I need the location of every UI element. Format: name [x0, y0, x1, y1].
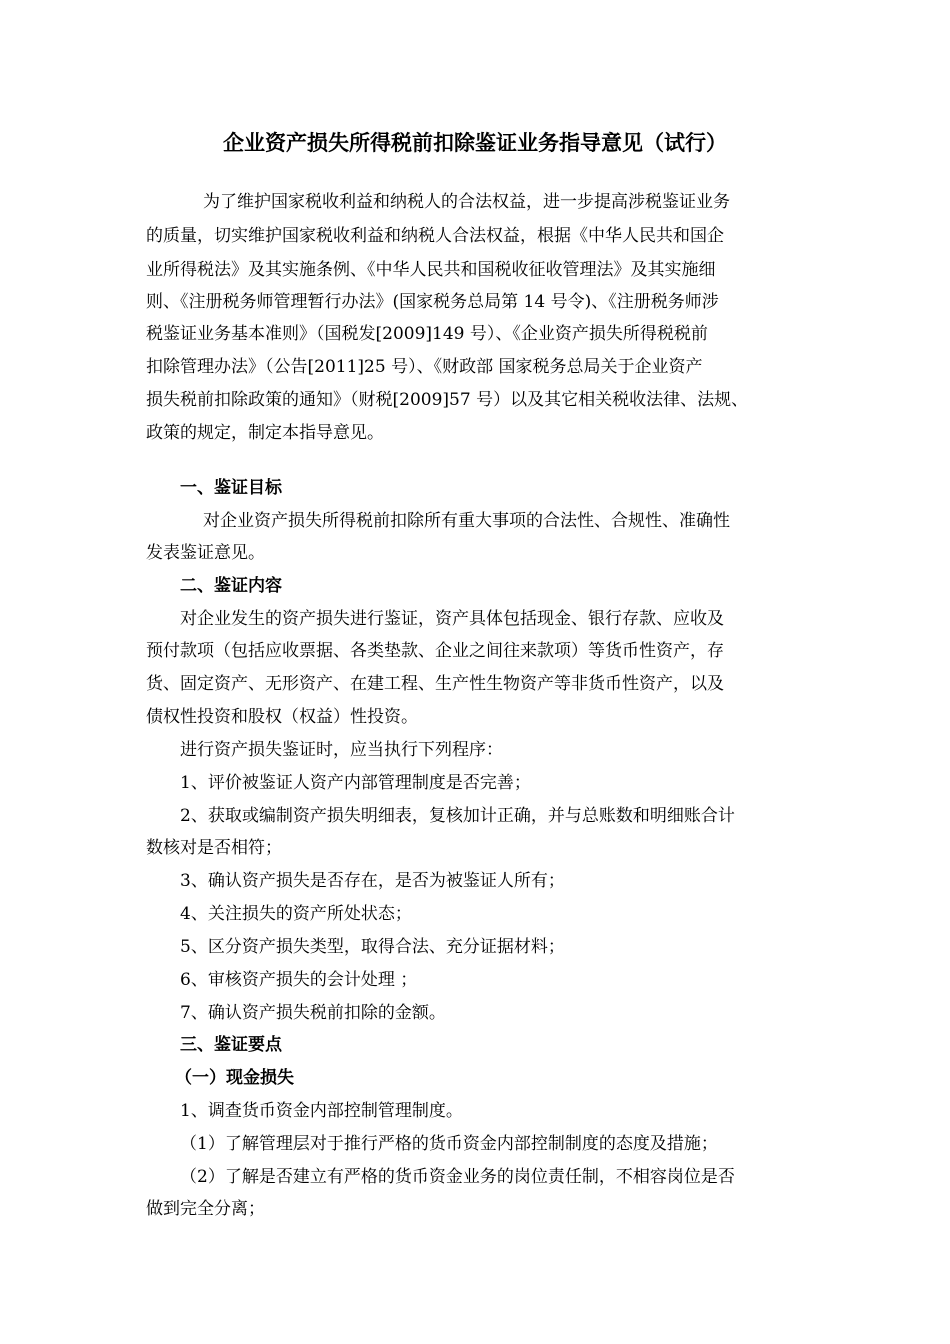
preamble-line: 的质量，切实维护国家税收利益和纳税人合法权益，根据《中华人民共和国企 — [146, 226, 724, 246]
section-heading-2: 二、鉴证内容 — [180, 576, 282, 596]
section-heading-1: 一、鉴证目标 — [180, 478, 282, 498]
subsection-line: 1、调查货币资金内部控制管理制度。 — [180, 1101, 463, 1121]
preamble-line: 为了维护国家税收利益和纳税人的合法权益，进一步提高涉税鉴证业务 — [203, 192, 730, 212]
preamble-line: 税鉴证业务基本准则》（国税发[2009]149 号）、《企业资产损失所得税税前 — [146, 324, 708, 344]
procedure-step: 6、审核资产损失的会计处理 ； — [180, 970, 418, 990]
procedure-step: 7、确认资产损失税前扣除的金额。 — [180, 1003, 446, 1023]
procedure-step: 2、获取或编制资产损失明细表，复核加计正确，并与总账数和明细账合计 — [180, 806, 735, 826]
procedure-intro: 进行资产损失鉴证时，应当执行下列程序： — [180, 740, 503, 760]
subsection-line: 做到完全分离； — [146, 1199, 265, 1219]
section2-line: 货、固定资产、无形资产、在建工程、生产性生物资产等非货币性资产，以及 — [146, 674, 724, 694]
preamble-line: 损失税前扣除政策的通知》（财税[2009]57 号）以及其它相关税收法律、法规、 — [146, 390, 749, 410]
procedure-step: 1、评价被鉴证人资产内部管理制度是否完善； — [180, 773, 531, 793]
preamble-line: 则、《注册税务师管理暂行办法》(国家税务总局第 14 号令)、《注册税务师涉 — [146, 292, 719, 312]
procedure-step: 4、关注损失的资产所处状态； — [180, 904, 412, 924]
procedure-step: 3、确认资产损失是否存在，是否为被鉴证人所有； — [180, 871, 565, 891]
preamble-line: 扣除管理办法》（公告[2011]25 号）、《财政部 国家税务总局关于企业资产 — [146, 357, 703, 377]
preamble-line: 政策的规定，制定本指导意见。 — [146, 423, 384, 443]
section2-line: 预付款项（包括应收票据、各类垫款、企业之间往来款项）等货币性资产，存 — [146, 641, 724, 661]
procedure-step: 5、区分资产损失类型，取得合法、充分证据材料； — [180, 937, 565, 957]
section2-line: 债权性投资和股权（权益）性投资。 — [146, 707, 418, 727]
document-title: 企业资产损失所得税前扣除鉴证业务指导意见（试行） — [223, 131, 727, 155]
section-heading-3: 三、鉴证要点 — [180, 1035, 282, 1055]
preamble-line: 业所得税法》及其实施条例、《中华人民共和国税收征收管理法》及其实施细 — [146, 260, 716, 280]
section1-line: 对企业资产损失所得税前扣除所有重大事项的合法性、合规性、准确性 — [203, 511, 730, 531]
subsection-heading: （一）现金损失 — [175, 1068, 294, 1088]
section1-line: 发表鉴证意见。 — [146, 543, 265, 563]
subsection-line: （2）了解是否建立有严格的货币资金业务的岗位责任制，不相容岗位是否 — [180, 1167, 735, 1187]
procedure-step: 数核对是否相符； — [146, 838, 282, 858]
subsection-line: （1）了解管理层对于推行严格的货币资金内部控制制度的态度及措施； — [180, 1134, 718, 1154]
section2-line: 对企业发生的资产损失进行鉴证，资产具体包括现金、银行存款、应收及 — [180, 609, 724, 629]
